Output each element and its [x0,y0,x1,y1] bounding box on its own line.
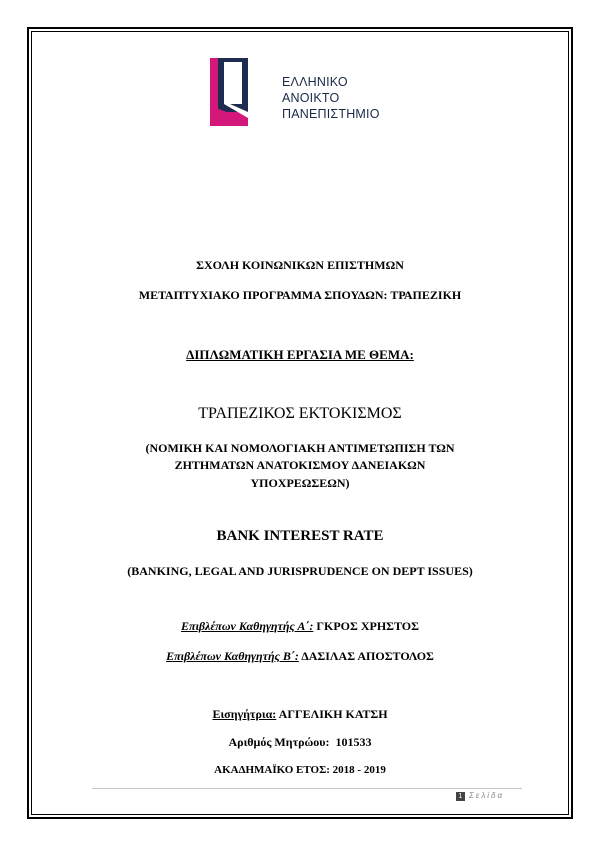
logo-line-1: ΕΛΛΗΝΙΚΟ [282,75,348,89]
supervisor-a-name: ΓΚΡΟΣ ΧΡΗΣΤΟΣ [316,619,419,633]
footer-divider [92,788,522,789]
page-number: 1 [456,792,465,801]
rapporteur-label: Εισηγήτρια: [212,707,277,721]
rapporteur-name: ΑΓΓΕΛΙΚΗ ΚΑΤΣΗ [278,707,388,721]
page-label: Σελίδα [469,791,505,800]
logo-wordmark [282,74,380,122]
title-english: BANK INTEREST RATE [216,528,384,544]
registration-value: 101533 [335,735,372,749]
logo-line-2: ΑΝΟΙΚΤΟ [282,91,340,105]
title-greek: ΤΡΑΠΕΖΙΚΟΣ ΕΚΤΟΚΙΣΜΟΣ [198,405,402,422]
page-border-inner [31,31,569,815]
academic-year: ΑΚΑΔΗΜΑΪΚΟ ΕΤΟΣ: 2018 - 2019 [214,764,386,776]
supervisor-b-label: Επιβλέπων Καθηγητής Β΄: [166,649,299,663]
book-logo-icon [210,58,248,126]
registration-number [0,735,600,750]
registration-label: Αριθμός Μητρώου: [228,735,330,749]
program-name: ΜΕΤΑΠΤΥΧΙΑΚΟ ΠΡΟΓΡΑΜΜΑ ΣΠΟΥΔΩΝ: ΤΡΑΠΕΖΙΚΗ [138,288,462,302]
supervisor-b [0,649,600,664]
subtitle-english: (BANKING, LEGAL AND JURISPRUDENCE ON DEPT ISSUES) [127,564,473,578]
subtitle-greek-line-1: (ΝΟΜΙΚΗ ΚΑΙ ΝΟΜΟΛΟΓΙΑΚΗ ΑΝΤΙΜΕΤΩΠΙΣΗ ΤΩΝ [145,441,455,455]
rapporteur [0,707,600,722]
subtitle-greek-line-2: ΖΗΤΗΜΑΤΩΝ ΑΝΑΤΟΚΙΣΜΟΥ ΔΑΝΕΙΑΚΩΝ [174,458,426,472]
logo-line-3: ΠΑΝΕΠΙΣΤΗΜΙΟ [282,107,380,121]
supervisor-a [0,619,600,634]
supervisor-a-label: Επιβλέπων Καθηγητής Α΄: [181,619,314,633]
subtitle-greek-line-3: ΥΠΟΧΡΕΩΣΕΩΝ) [250,476,350,490]
supervisor-b-name: ΔΑΣΙΛΑΣ ΑΠΟΣΤΟΛΟΣ [301,649,434,663]
school-name: ΣΧΟΛΗ ΚΟΙΝΩΝΙΚΩΝ ΕΠΙΣΤΗΜΩΝ [196,258,404,272]
thesis-heading: ΔΙΠΛΩΜΑΤΙΚΗ ΕΡΓΑΣΙΑ ΜΕ ΘΕΜΑ: [186,347,414,362]
